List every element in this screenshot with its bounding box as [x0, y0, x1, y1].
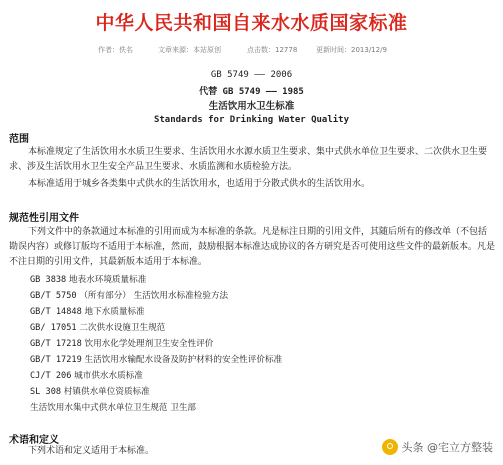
reference-title: 二次供水设施卫生规范 — [79, 323, 166, 333]
reference-title: （所有部分） 生活饮用水标准检验方法 — [79, 291, 229, 301]
standard-en-name: Standards for Drinking Water Quality — [153, 115, 350, 125]
reference-code: GB/ 17051 — [30, 323, 77, 333]
scope-paragraph-1: 本标准规定了生活饮用水水质卫生要求、生活饮用水水源水质卫生要求、集中式供水单位卫生要求、二次供水卫生要求、涉及生活饮用水卫生安全产品卫生要求、水质监测和水质检验方法。 — [9, 147, 488, 172]
reference-title: 村镇供水单位资质标准 — [63, 387, 150, 397]
standard-cn-name: 生活饮用水卫生标准 — [208, 101, 295, 112]
section-heading-normative: 规范性引用文件 — [9, 213, 79, 224]
reference-item — [30, 321, 165, 333]
terms-paragraph: 下列术语和定义适用于本标准。 — [28, 446, 155, 456]
reference-title: 饮用水化学处理剂卫生安全性评价 — [84, 339, 214, 349]
reference-code: GB/T 17218 — [30, 339, 82, 349]
normative-paragraph: 下列文件中的条款通过本标准的引用而成为本标准的条款。凡是标注日期的引用文件，其随后所有的修改单（不包括勘误内容）或修订版均不适用于本标准，然而，鼓励根据本标准达成协议的各方研究是否可使用这些文件的最新版本。凡是不注日期的引用文件，其最新版本适用于本标准。 — [9, 227, 496, 267]
section-heading-scope: 范围 — [9, 134, 29, 145]
reference-item — [30, 305, 145, 317]
meta-source: 文章来源：本站原创 — [158, 46, 221, 54]
reference-code: SL 308 — [30, 387, 62, 397]
reference-item — [30, 353, 282, 365]
meta-clicks: 点击数：12778 — [247, 46, 298, 54]
reference-title: 生活饮用水输配水设备及防护材料的安全性评价标准 — [84, 355, 283, 365]
scope-paragraph-2: 本标准适用于城乡各类集中式供水的生活饮用水，也适用于分散式供水的生活饮用水。 — [28, 179, 371, 189]
reference-item — [30, 273, 146, 285]
reference-item — [30, 289, 228, 301]
reference-title: 地表水环境质量标准 — [68, 275, 147, 285]
meta-author: 作者：佚名 — [98, 46, 133, 54]
replaces-code: 代替 GB 5749 —— 1985 — [199, 87, 304, 97]
reference-code: GB/T 5750 — [30, 291, 77, 301]
reference-item — [30, 369, 143, 381]
reference-title: 地下水质量标准 — [84, 307, 145, 317]
toutiao-logo-icon — [382, 439, 398, 455]
reference-code: GB/T 17219 — [30, 355, 82, 365]
reference-title: 生活饮用水集中式供水单位卫生规范 卫生部 — [30, 403, 197, 413]
meta-updated: 更新时间：2013/12/9 — [316, 46, 387, 54]
reference-item — [30, 385, 150, 397]
reference-code: GB 3838 — [30, 275, 67, 285]
watermark — [382, 437, 494, 457]
reference-code: CJ/T 206 — [30, 371, 72, 381]
watermark-text: 头条 @宅立方整装 — [401, 441, 493, 454]
reference-title: 城市供水水质标准 — [74, 371, 143, 381]
document-title: 中华人民共和国自来水水质国家标准 — [95, 12, 408, 34]
reference-code: GB/T 14848 — [30, 307, 82, 317]
section-heading-terms: 术语和定义 — [9, 435, 59, 446]
reference-item — [30, 401, 196, 413]
standard-code: GB 5749 —— 2006 — [210, 70, 293, 80]
reference-item — [30, 337, 213, 349]
